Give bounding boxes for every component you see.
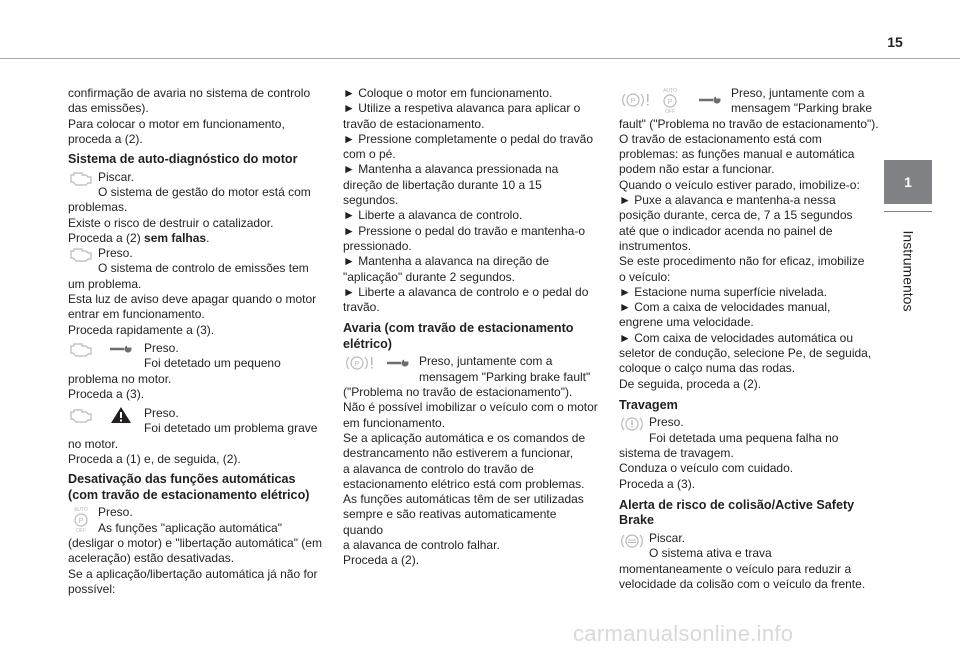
step-item: ► Liberte a alavanca de controlo. bbox=[343, 208, 523, 223]
svg-text:OFF: OFF bbox=[76, 528, 86, 534]
step-item: ► Mantenha a alavanca pressionada na direção de libertação durante 10 a 15 segundos. bbox=[343, 162, 559, 208]
body-line: problemas: as funções manual e automática bbox=[619, 147, 855, 162]
braking-row bbox=[619, 415, 881, 446]
engine-solid-row bbox=[68, 246, 323, 277]
chapter-number: 1 bbox=[904, 174, 912, 190]
body-line bbox=[68, 231, 323, 246]
body-text: Proceda a (2) bbox=[68, 230, 145, 245]
body-line: Proceda a (3). bbox=[68, 386, 145, 401]
svg-text:P: P bbox=[667, 99, 673, 106]
state-text: Foi detetado um problema grave bbox=[144, 421, 318, 436]
step-item: ► Coloque o motor em funcionamento. bbox=[343, 86, 553, 100]
wrench-icon bbox=[108, 343, 134, 355]
body-line: momentaneamente o veículo para reduzir a bbox=[619, 561, 852, 576]
body-line: Não é possível imobilizar o veículo com o motor bbox=[343, 400, 598, 415]
body-line: ► Com a caixa de velocidades manual, bbox=[619, 300, 831, 315]
svg-text:AUTO: AUTO bbox=[74, 507, 88, 514]
body-line: Conduza o veículo com cuidado. bbox=[619, 461, 794, 476]
state-label: Preso. bbox=[98, 505, 133, 520]
state-label: Preso, juntamente com a bbox=[731, 86, 865, 100]
state-label: Preso. bbox=[649, 415, 684, 430]
body-line: a alavanca de controlo do travão de bbox=[343, 461, 534, 476]
state-label: Preso, juntamente com a bbox=[419, 354, 553, 369]
state-text: Foi detetada uma pequena falha no bbox=[649, 430, 839, 445]
watermark: carmanualsonline.info bbox=[573, 621, 794, 646]
state-label: Piscar. bbox=[649, 530, 686, 545]
state-text: mensagem "Parking brake fault" bbox=[419, 369, 591, 384]
body-line: podem não estar a funcionar. bbox=[619, 162, 775, 177]
body-line: seletor de condução, selecione Pe, de seguida, bbox=[619, 346, 872, 361]
state-label: Preso. bbox=[144, 340, 179, 355]
body-line: destrancamento não estiverem a funcionar, bbox=[343, 446, 574, 461]
body-line: um problema. bbox=[68, 276, 142, 291]
body-line: ► Estacione numa superfície nivelada. bbox=[619, 284, 827, 299]
svg-text:P: P bbox=[630, 98, 636, 105]
emphasis-text: sem falhas bbox=[144, 230, 207, 245]
body-line: O travão de estacionamento está com bbox=[619, 131, 822, 146]
column-2 bbox=[343, 86, 598, 569]
column-1 bbox=[68, 86, 323, 597]
body-line: no motor. bbox=[68, 436, 119, 451]
engine-warning-icon bbox=[68, 246, 94, 262]
body-line: ► Puxe a alavanca e mantenha-a nessa bbox=[619, 193, 836, 208]
body-line: Proceda a (1) e, de seguida, (2). bbox=[68, 452, 241, 467]
state-text: O sistema de gestão do motor está com bbox=[98, 184, 311, 199]
body-line: problemas. bbox=[68, 200, 128, 215]
wrench-icon bbox=[697, 94, 723, 106]
intro-line: Para colocar o motor em funcionamento, bbox=[68, 116, 285, 131]
state-text: O sistema de controlo de emissões tem bbox=[98, 261, 309, 276]
svg-text:P: P bbox=[354, 361, 360, 369]
body-line: Se este procedimento não for eficaz, imobilize bbox=[619, 254, 865, 269]
state-text: mensagem "Parking brake bbox=[731, 101, 872, 116]
body-line: estacionamento elétrico está com problemas. bbox=[343, 476, 585, 491]
intro-line: confirmação de avaria no sistema de controlo bbox=[68, 86, 311, 100]
body-line: Proceda a (2). bbox=[343, 553, 420, 568]
brake-warning-icon bbox=[619, 415, 645, 433]
svg-text:AUTO: AUTO bbox=[663, 88, 677, 94]
auto-off-row bbox=[68, 505, 323, 536]
body-line: até que o indicador acenda no painel de bbox=[619, 223, 833, 238]
intro-line: proceda a (2). bbox=[68, 131, 143, 146]
chapter-tab-divider bbox=[884, 211, 932, 212]
body-text: . bbox=[206, 230, 210, 245]
step-item: ► Mantenha a alavanca na direção de "aplicação" durante 2 segundos. bbox=[343, 254, 550, 284]
body-line: sempre e são reativas automaticamente quando bbox=[343, 507, 557, 537]
section-title-braking: Travagem bbox=[619, 397, 678, 412]
brake-auto-fault-row bbox=[619, 86, 881, 117]
body-line: ► Com caixa de velocidades automática ou bbox=[619, 330, 853, 345]
body-line: engrene uma velocidade. bbox=[619, 315, 754, 330]
engine-warning-icon bbox=[68, 407, 94, 423]
body-line: posição durante, cerca de, 7 a 15 segundos bbox=[619, 208, 853, 223]
step-item: ► Liberte a alavanca de controlo e o pedal do travão. bbox=[343, 284, 589, 315]
step-item: ► Pressione completamente o pedal do travão com o pé. bbox=[343, 131, 594, 162]
state-text: O sistema ativa e trava bbox=[649, 546, 772, 561]
body-line: aceleração) estão desativadas. bbox=[68, 551, 235, 566]
body-line: sistema de travagem. bbox=[619, 446, 734, 461]
warning-triangle-icon bbox=[110, 406, 132, 424]
body-line: Proceda rapidamente a (3). bbox=[68, 322, 215, 337]
body-line: a alavanca de controlo falhar. bbox=[343, 538, 500, 553]
body-line: velocidade da colisão com o veículo da frente. bbox=[619, 576, 866, 591]
body-line: em funcionamento. bbox=[343, 415, 446, 430]
engine-warning-icon bbox=[68, 341, 94, 357]
column-3 bbox=[619, 86, 881, 592]
state-label: Piscar. bbox=[98, 169, 135, 184]
body-line: fault" ("Problema no travão de estacionamento"). bbox=[619, 116, 879, 131]
body-line: possível: bbox=[68, 581, 116, 596]
body-line: Esta luz de aviso deve apagar quando o motor bbox=[68, 292, 317, 307]
wrench-icon bbox=[385, 357, 411, 369]
collision-alert-icon bbox=[619, 531, 645, 551]
section-title-engine-diagnostic: Sistema de auto-diagnóstico do motor bbox=[68, 152, 298, 167]
header-divider bbox=[0, 58, 960, 59]
chapter-label-text: Instrumentos bbox=[900, 230, 916, 312]
body-line: ("Problema no travão de estacionamento"). bbox=[343, 385, 573, 400]
state-label: Preso. bbox=[144, 406, 179, 421]
collision-row bbox=[619, 531, 881, 562]
step-item: ► Pressione o pedal do travão e mantenha-o pressionado. bbox=[343, 223, 586, 253]
auto-p-off-icon bbox=[68, 505, 94, 533]
body-line: Quando o veículo estiver parado, imobilize-o: bbox=[619, 177, 860, 192]
body-line: Proceda a (3). bbox=[619, 476, 696, 491]
engine-critical-row bbox=[68, 406, 323, 437]
section-title-auto-functions: Desativação das funções automáticas (com travão de estacionamento elétrico) bbox=[68, 472, 310, 502]
body-line: (desligar o motor) e "libertação automática" (em bbox=[68, 535, 322, 550]
body-line: Se a aplicação automática e os comandos de bbox=[343, 430, 586, 445]
body-line: coloque o calço numa das rodas. bbox=[619, 361, 796, 376]
auto-p-off-icon bbox=[657, 86, 683, 114]
body-line: De seguida, proceda a (2). bbox=[619, 376, 762, 391]
state-text: Foi detetado um pequeno bbox=[144, 356, 281, 371]
parking-brake-fault-icon bbox=[343, 354, 375, 372]
engine-flashing-row bbox=[68, 170, 323, 201]
body-line: entrar em funcionamento. bbox=[68, 307, 205, 322]
page-number: 15 bbox=[887, 34, 903, 50]
engine-wrench-row bbox=[68, 341, 323, 372]
svg-text:OFF: OFF bbox=[665, 109, 675, 114]
body-line: As funções automáticas têm de ser utilizadas bbox=[343, 492, 584, 507]
section-title-brake-fault: Avaria (com travão de estacionamento elétrico) bbox=[343, 321, 574, 351]
engine-warning-icon bbox=[68, 170, 94, 186]
section-title-collision-alert: Alerta de risco de colisão/Active Safety Brake bbox=[619, 497, 855, 528]
body-line: o veículo: bbox=[619, 269, 671, 284]
svg-text:P: P bbox=[78, 518, 84, 526]
brake-fault-row bbox=[343, 354, 598, 385]
chapter-tab[interactable] bbox=[884, 160, 932, 204]
state-label: Preso. bbox=[98, 246, 133, 261]
intro-line: das emissões). bbox=[68, 101, 149, 116]
body-line: problema no motor. bbox=[68, 371, 172, 386]
state-text: As funções "aplicação automática" bbox=[98, 520, 282, 535]
parking-brake-fault-icon bbox=[619, 91, 651, 109]
body-line: Existe o risco de destruir o catalizador. bbox=[68, 215, 274, 230]
step-item: ► Utilize a respetiva alavanca para aplicar o travão de estacionamento. bbox=[343, 101, 581, 131]
body-line: Se a aplicação/libertação automática já não for bbox=[68, 566, 318, 581]
body-line: instrumentos. bbox=[619, 238, 692, 253]
